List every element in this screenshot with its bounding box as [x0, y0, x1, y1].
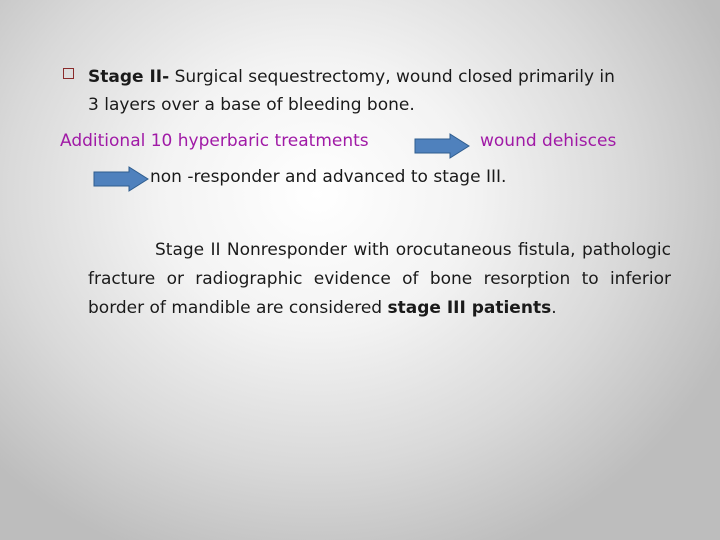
stage2-line2: 3 layers over a base of bleeding bone. — [88, 95, 415, 115]
stage2-line1-text: Surgical sequestrectomy, wound closed primarily in — [169, 67, 615, 87]
stage3-period: . — [551, 298, 557, 318]
nonresponder-text: non -responder and advanced to stage III. — [150, 167, 507, 187]
right-arrow-icon — [414, 133, 470, 159]
stage3-patients-bold: stage III patients — [387, 298, 552, 318]
additional-treatments-text: Additional 10 hyperbaric treatments — [60, 131, 369, 151]
square-bullet-icon — [63, 68, 74, 79]
stage2-label: Stage II- — [88, 67, 170, 87]
stage3-definition-paragraph — [88, 236, 671, 323]
right-arrow-icon — [93, 166, 149, 192]
stage3-definition-text: Stage II Nonresponder with orocutaneous fistula, pathologic fracture or radiographic evidence of bone resorption to inferior border of mandible are considered — [88, 240, 671, 318]
wound-dehisces-text: wound dehisces — [480, 131, 617, 151]
stage2-line1 — [88, 69, 615, 86]
